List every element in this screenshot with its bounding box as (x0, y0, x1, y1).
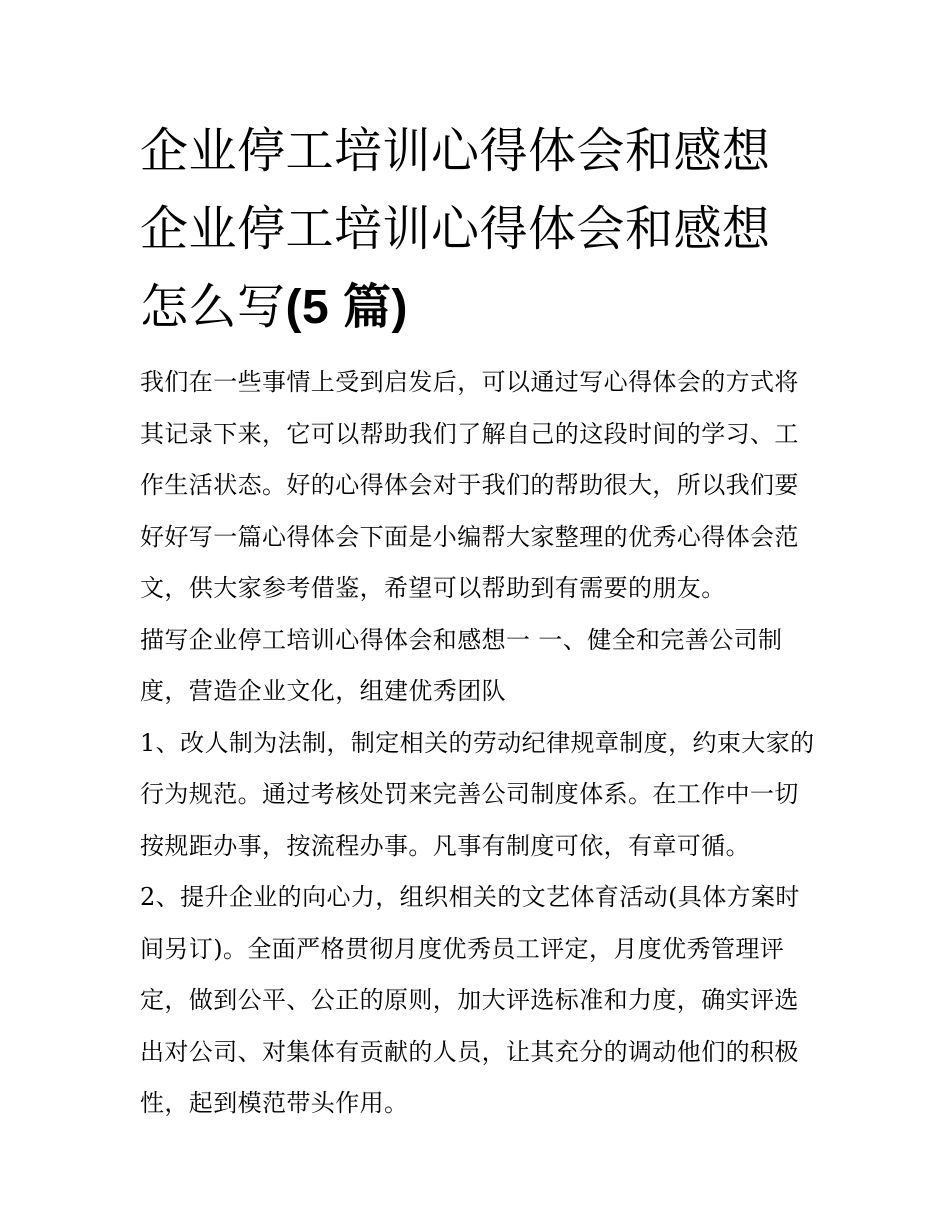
intro-paragraph: 我们在一些事情上受到启发后，可以通过写心得体会的方式将其记录下来，它可以帮助我们了解自己的这段时间的学习、工作生活状态。好的心得体会对于我们的帮助很大，所以我们要好好写一篇心得体会下面是小编帮大家整理的优秀心得体会范文，供大家参考借鉴，希望可以帮助到有需要的朋友。 (140, 368, 799, 602)
title-count: (5 篇) (285, 281, 409, 334)
section-heading-paragraph: 描写企业停工培训心得体会和感想一 一、健全和完善公司制度，营造企业文化，组建优秀团队 (140, 625, 783, 705)
title-line-3: 怎么写 (140, 279, 286, 335)
title-line-1: 企业停工培训心得体会和感想 (140, 123, 771, 179)
document-page (140, 112, 820, 1130)
document-title (140, 112, 820, 347)
point-2-paragraph: 2、提升企业的向心力，组织相关的文艺体育活动(具体方案时间另订)。全面严格贯彻月度优秀员工评定，月度优秀管理评定，做到公平、公正的原则，加大评选标准和力度，确实评选出对公司、对集体有贡献的人员，让其充分的调动他们的积极性，起到模范带头作用。 (140, 883, 800, 1117)
title-line-2: 企业停工培训心得体会和感想 (140, 201, 771, 257)
point-1-paragraph: 1、改人制为法制，制定相关的劳动纪律规章制度，约束大家的行为规范。通过考核处罚来完善公司制度体系。在工作中一切按规距办事，按流程办事。凡事有制度可依，有章可循。 (140, 728, 815, 860)
